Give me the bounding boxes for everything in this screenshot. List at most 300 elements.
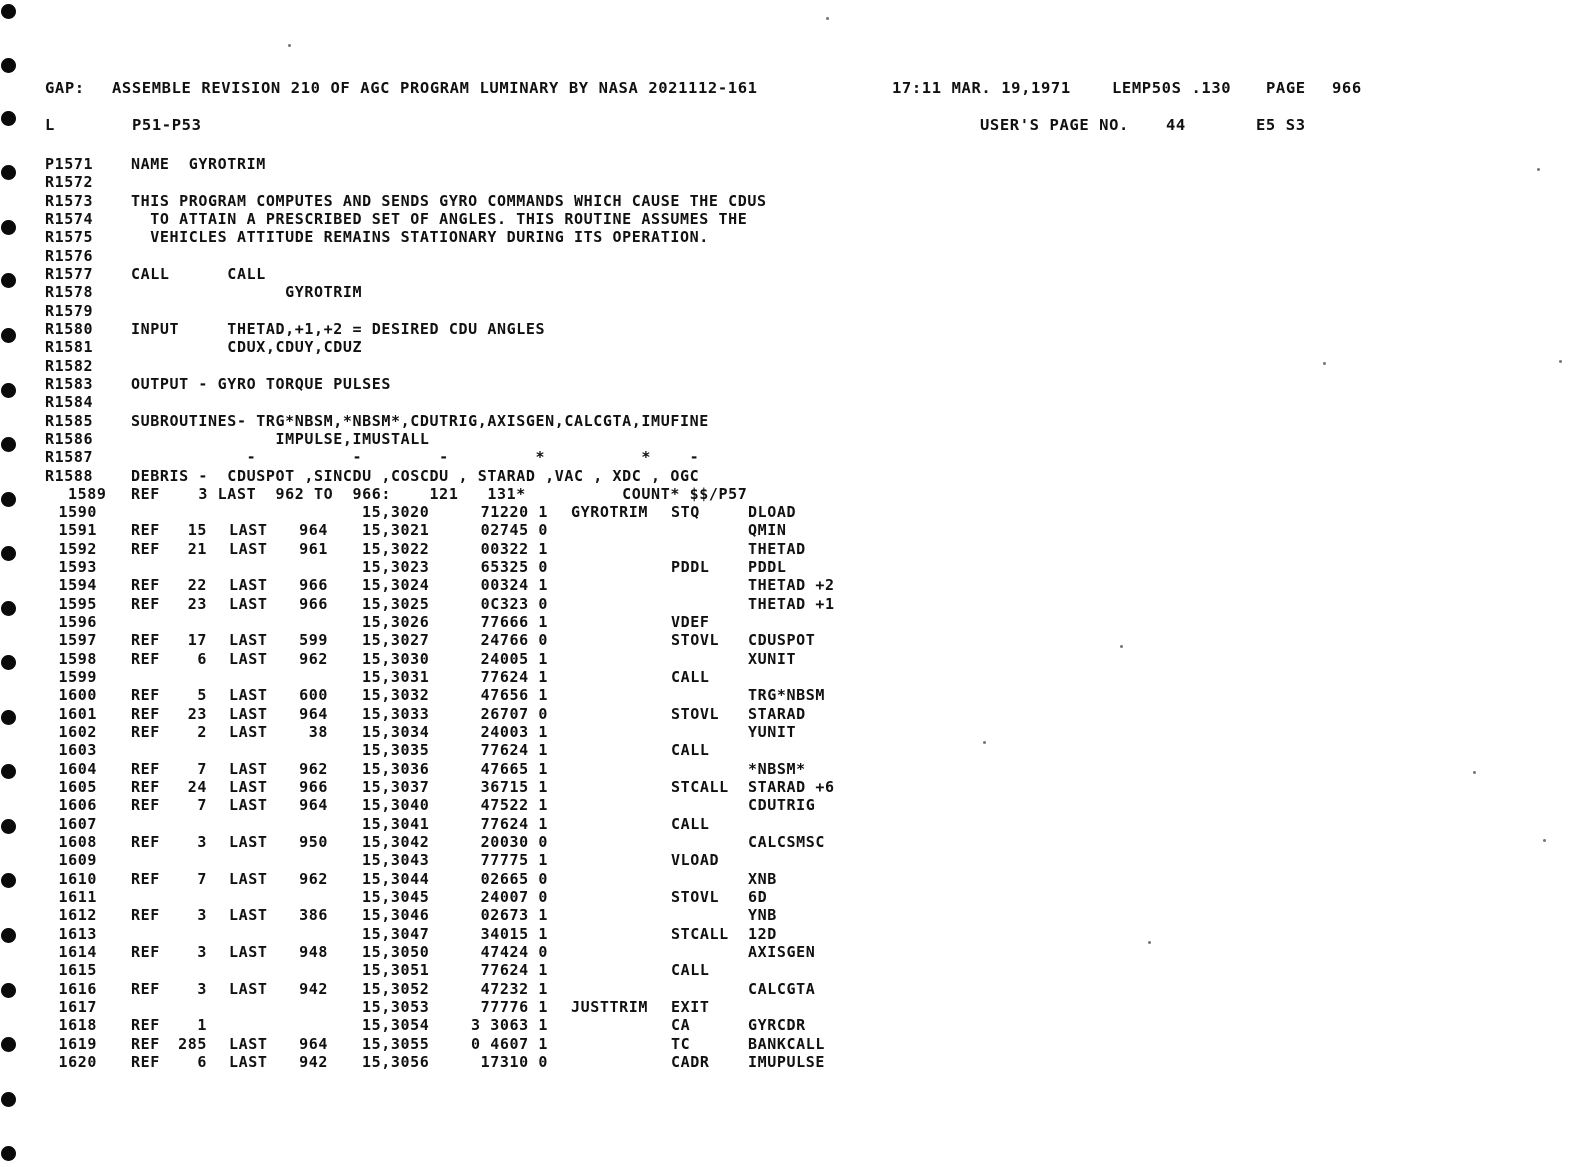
operand: YUNIT: [748, 722, 797, 741]
page-header: [0, 79, 1582, 97]
line-number: R1585: [45, 411, 94, 430]
ref-keyword: REF: [131, 539, 160, 558]
last-keyword: LAST: [229, 594, 268, 613]
code-line: [0, 1053, 1582, 1071]
last-keyword: LAST: [229, 796, 268, 815]
address: 15,3054: [362, 1016, 430, 1035]
octal-word: 77624 1: [480, 667, 548, 686]
line-number: 1602: [58, 722, 97, 741]
line-number: R1588: [45, 466, 94, 485]
ref-count: 3: [197, 906, 207, 925]
line-number: R1586: [45, 429, 94, 448]
program-tag: GAP:: [45, 79, 85, 97]
octal-word: 47232 1: [480, 979, 548, 998]
ref-text: REF 3 LAST 962 TO 966: 121 131* COUNT* $$/P57: [131, 485, 748, 503]
octal-word: 77624 1: [480, 741, 548, 760]
octal-word: 77666 1: [480, 612, 548, 631]
page-label: PAGE: [1266, 79, 1306, 97]
ref-count: 3: [197, 979, 207, 998]
remark-line: [0, 228, 1582, 246]
sprocket-hole: [1, 1092, 16, 1107]
last-page: 386: [299, 906, 328, 925]
code-line: [0, 650, 1582, 668]
address: 15,3025: [362, 594, 430, 613]
line-number: 1595: [58, 594, 97, 613]
line-number: R1584: [45, 393, 94, 412]
line-number: R1581: [45, 338, 94, 357]
address: 15,3033: [362, 704, 430, 723]
last-keyword: LAST: [229, 539, 268, 558]
code-line: [0, 980, 1582, 998]
line-number: 1620: [58, 1052, 97, 1071]
line-number: 1614: [58, 942, 97, 961]
opcode: STOVL: [671, 704, 720, 723]
octal-word: 24766 0: [480, 631, 548, 650]
remark-line: [0, 173, 1582, 191]
ref-keyword: REF: [131, 722, 160, 741]
line-number: 1611: [58, 887, 97, 906]
remark-line: [0, 467, 1582, 485]
remark-text: DEBRIS - CDUSPOT ,SINCDU ,COSCDU , STARAD ,VAC , XDC , OGC: [131, 466, 700, 485]
remark-line: [0, 155, 1582, 173]
address: 15,3053: [362, 997, 430, 1016]
ref-count: 24: [187, 777, 207, 796]
operand: AXISGEN: [748, 942, 816, 961]
octal-word: 3 3063 1: [470, 1016, 548, 1035]
last-page: 599: [299, 631, 328, 650]
last-page: 942: [299, 979, 328, 998]
last-page: 961: [299, 539, 328, 558]
code-line: [0, 1016, 1582, 1034]
octal-word: 34015 1: [480, 924, 548, 943]
octal-word: 02665 0: [480, 869, 548, 888]
opcode: STOVL: [671, 631, 720, 650]
line-number: 1599: [58, 667, 97, 686]
operand: TRG*NBSM: [748, 686, 826, 705]
line-number: R1587: [45, 448, 94, 467]
remark-text: - - - * * -: [131, 448, 700, 467]
address: 15,3042: [362, 832, 430, 851]
page-number: 966: [1332, 79, 1362, 97]
operand: THETAD +1: [748, 594, 835, 613]
code-line: [0, 888, 1582, 906]
address: 15,3020: [362, 503, 430, 521]
code-line: [0, 705, 1582, 723]
remark-line: [0, 302, 1582, 320]
ref-count: 7: [197, 796, 207, 815]
address: 15,3052: [362, 979, 430, 998]
octal-word: 02673 1: [480, 906, 548, 925]
last-page: 964: [299, 796, 328, 815]
address: 15,3044: [362, 869, 430, 888]
last-keyword: LAST: [229, 704, 268, 723]
line-number: 1605: [58, 777, 97, 796]
remark-text: NAME GYROTRIM: [131, 155, 266, 173]
line-number: 1600: [58, 686, 97, 705]
last-page: 966: [299, 576, 328, 595]
opcode: CALL: [671, 741, 710, 760]
code-line: [0, 1035, 1582, 1053]
address: 15,3055: [362, 1034, 430, 1053]
operand: BANKCALL: [748, 1034, 826, 1053]
operand: STARAD: [748, 704, 806, 723]
operand: CDUSPOT: [748, 631, 816, 650]
operand: THETAD: [748, 539, 806, 558]
ref-count: 21: [187, 539, 207, 558]
code-line: [0, 870, 1582, 888]
remark-line: [0, 283, 1582, 301]
last-keyword: LAST: [229, 576, 268, 595]
code-line: [0, 943, 1582, 961]
remark-text: CDUX,CDUY,CDUZ: [131, 338, 363, 357]
ref-keyword: REF: [131, 869, 160, 888]
ref-count: 6: [197, 649, 207, 668]
ref-keyword: REF: [131, 576, 160, 595]
symbol-label: GYROTRIM: [571, 503, 649, 521]
timestamp: 17:11 MAR. 19,1971: [892, 79, 1071, 97]
octal-word: 77776 1: [480, 997, 548, 1016]
last-keyword: LAST: [229, 1052, 268, 1071]
address: 15,3045: [362, 887, 430, 906]
address: 15,3031: [362, 667, 430, 686]
code-line: [0, 540, 1582, 558]
octal-word: 24005 1: [480, 649, 548, 668]
last-keyword: LAST: [229, 521, 268, 540]
last-page: 948: [299, 942, 328, 961]
ref-keyword: REF: [131, 631, 160, 650]
ref-count: 6: [197, 1052, 207, 1071]
code-line: [0, 998, 1582, 1016]
remark-line: [0, 357, 1582, 375]
ref-line: [0, 485, 1582, 503]
opcode: VDEF: [671, 612, 710, 631]
octal-word: 0 4607 1: [470, 1034, 548, 1053]
opcode: VLOAD: [671, 851, 720, 870]
paper-speck: [826, 17, 829, 20]
ref-keyword: REF: [131, 649, 160, 668]
remark-text: GYROTRIM: [131, 283, 363, 302]
address: 15,3037: [362, 777, 430, 796]
address: 15,3024: [362, 576, 430, 595]
last-page: 942: [299, 1052, 328, 1071]
octal-word: 65325 0: [480, 557, 548, 576]
line-number: R1572: [45, 173, 94, 192]
ref-keyword: REF: [131, 686, 160, 705]
last-keyword: LAST: [229, 832, 268, 851]
remark-text: IMPULSE,IMUSTALL: [131, 429, 430, 448]
code-line: [0, 613, 1582, 631]
code-line: [0, 503, 1582, 521]
ref-keyword: REF: [131, 759, 160, 778]
line-number: 1593: [58, 557, 97, 576]
last-keyword: LAST: [229, 777, 268, 796]
operand: THETAD +2: [748, 576, 835, 595]
code-line: [0, 760, 1582, 778]
line-number: 1604: [58, 759, 97, 778]
ref-keyword: REF: [131, 979, 160, 998]
sprocket-hole: [1, 58, 16, 73]
operand: GYRCDR: [748, 1016, 806, 1035]
last-keyword: LAST: [229, 906, 268, 925]
octal-word: 24007 0: [480, 887, 548, 906]
line-number: 1590: [58, 503, 97, 521]
symbol-label: JUSTTRIM: [571, 997, 649, 1016]
address: 15,3032: [362, 686, 430, 705]
line-number: 1606: [58, 796, 97, 815]
operand: YNB: [748, 906, 777, 925]
ref-keyword: REF: [131, 1016, 160, 1035]
type-code: L: [45, 116, 55, 134]
last-page: 964: [299, 704, 328, 723]
address: 15,3021: [362, 521, 430, 540]
code-line: [0, 833, 1582, 851]
code-line: [0, 723, 1582, 741]
line-number: R1574: [45, 209, 94, 228]
opcode: STOVL: [671, 887, 720, 906]
line-number: 1610: [58, 869, 97, 888]
opcode: STCALL: [671, 924, 729, 943]
octal-word: 77624 1: [480, 814, 548, 833]
code-line: [0, 906, 1582, 924]
operand: CDUTRIG: [748, 796, 816, 815]
opcode: PDDL: [671, 557, 710, 576]
remark-text: SUBROUTINES- TRG*NBSM,*NBSM*,CDUTRIG,AXISGEN,CALCGTA,IMUFINE: [131, 411, 709, 430]
line-number: R1582: [45, 356, 94, 375]
octal-word: 0C323 0: [480, 594, 548, 613]
ref-keyword: REF: [131, 1052, 160, 1071]
ref-count: 17: [187, 631, 207, 650]
line-number: R1576: [45, 246, 94, 265]
code-line: [0, 961, 1582, 979]
code-line: [0, 925, 1582, 943]
remark-text: CALL CALL: [131, 264, 266, 283]
ref-keyword: REF: [131, 521, 160, 540]
address: 15,3051: [362, 961, 430, 980]
users-page-label: USER'S PAGE NO.: [980, 116, 1129, 134]
octal-word: 17310 0: [480, 1052, 548, 1071]
address: 15,3046: [362, 906, 430, 925]
ref-count: 3: [197, 832, 207, 851]
opcode: CADR: [671, 1052, 710, 1071]
operand: XUNIT: [748, 649, 797, 668]
ref-count: 7: [197, 869, 207, 888]
ref-count: 285: [178, 1034, 207, 1053]
code-line: [0, 595, 1582, 613]
line-number: 1596: [58, 612, 97, 631]
line-number: R1575: [45, 228, 94, 247]
opcode: CA: [671, 1016, 691, 1035]
last-keyword: LAST: [229, 942, 268, 961]
ref-count: 3: [197, 942, 207, 961]
last-keyword: LAST: [229, 649, 268, 668]
last-page: 962: [299, 759, 328, 778]
opcode: STCALL: [671, 777, 729, 796]
address: 15,3030: [362, 649, 430, 668]
address: 15,3034: [362, 722, 430, 741]
ref-count: 23: [187, 704, 207, 723]
line-number: P1571: [45, 155, 94, 173]
opcode: CALL: [671, 814, 710, 833]
operand: 12D: [748, 924, 777, 943]
remark-text: VEHICLES ATTITUDE REMAINS STATIONARY DURING ITS OPERATION.: [131, 228, 709, 247]
remark-line: [0, 375, 1582, 393]
octal-word: 00322 1: [480, 539, 548, 558]
ref-count: 2: [197, 722, 207, 741]
line-number: 1612: [58, 906, 97, 925]
ref-count: 22: [187, 576, 207, 595]
line-number: 1589: [68, 485, 107, 503]
ref-count: 23: [187, 594, 207, 613]
remark-line: [0, 320, 1582, 338]
line-number: 1619: [58, 1034, 97, 1053]
address: 15,3022: [362, 539, 430, 558]
line-number: R1573: [45, 191, 94, 210]
remark-line: [0, 265, 1582, 283]
opcode: STQ: [671, 503, 700, 521]
octal-word: 24003 1: [480, 722, 548, 741]
ref-count: 7: [197, 759, 207, 778]
code-line: [0, 668, 1582, 686]
octal-word: 02745 0: [480, 521, 548, 540]
code-right: E5 S3: [1256, 116, 1306, 134]
last-page: 962: [299, 649, 328, 668]
remark-text: OUTPUT - GYRO TORQUE PULSES: [131, 374, 392, 393]
address: 15,3056: [362, 1052, 430, 1071]
address: 15,3026: [362, 612, 430, 631]
last-keyword: LAST: [229, 686, 268, 705]
opcode: CALL: [671, 961, 710, 980]
octal-word: 47522 1: [480, 796, 548, 815]
last-page: 950: [299, 832, 328, 851]
octal-word: 36715 1: [480, 777, 548, 796]
code-line: [0, 521, 1582, 539]
line-number: 1601: [58, 704, 97, 723]
line-number: 1618: [58, 1016, 97, 1035]
code-line: [0, 576, 1582, 594]
opcode: TC: [671, 1034, 691, 1053]
line-number: 1597: [58, 631, 97, 650]
last-page: 964: [299, 1034, 328, 1053]
last-page: 966: [299, 594, 328, 613]
users-page-number: 44: [1166, 116, 1186, 134]
paper-speck: [288, 44, 291, 47]
remark-line: [0, 448, 1582, 466]
code-line: [0, 796, 1582, 814]
line-number: R1578: [45, 283, 94, 302]
ref-count: 1: [197, 1016, 207, 1035]
last-page: 962: [299, 869, 328, 888]
last-keyword: LAST: [229, 722, 268, 741]
last-keyword: LAST: [229, 869, 268, 888]
ref-count: 15: [187, 521, 207, 540]
ref-keyword: REF: [131, 832, 160, 851]
ref-keyword: REF: [131, 1034, 160, 1053]
line-number: 1594: [58, 576, 97, 595]
line-number: 1603: [58, 741, 97, 760]
remark-text: THIS PROGRAM COMPUTES AND SENDS GYRO COMMANDS WHICH CAUSE THE CDUS: [131, 191, 767, 210]
address: 15,3047: [362, 924, 430, 943]
remark-line: [0, 430, 1582, 448]
last-page: 966: [299, 777, 328, 796]
code-line: [0, 815, 1582, 833]
address: 15,3027: [362, 631, 430, 650]
address: 15,3043: [362, 851, 430, 870]
last-keyword: LAST: [229, 979, 268, 998]
last-keyword: LAST: [229, 631, 268, 650]
octal-word: 20030 0: [480, 832, 548, 851]
operand: QMIN: [748, 521, 787, 540]
line-number: R1577: [45, 264, 94, 283]
line-number: 1591: [58, 521, 97, 540]
operand: STARAD +6: [748, 777, 835, 796]
code-line: [0, 686, 1582, 704]
octal-word: 71220 1: [480, 503, 548, 521]
code-line: [0, 558, 1582, 576]
operand: *NBSM*: [748, 759, 806, 778]
remark-line: [0, 210, 1582, 228]
line-number: 1592: [58, 539, 97, 558]
section-name: P51-P53: [132, 116, 202, 134]
operand: 6D: [748, 887, 768, 906]
address: 15,3040: [362, 796, 430, 815]
last-keyword: LAST: [229, 759, 268, 778]
ref-count: 5: [197, 686, 207, 705]
last-page: 600: [299, 686, 328, 705]
page-subheader: [0, 116, 1582, 134]
remark-text: INPUT THETAD,+1,+2 = DESIRED CDU ANGLES: [131, 319, 546, 338]
address: 15,3023: [362, 557, 430, 576]
octal-word: 47424 0: [480, 942, 548, 961]
line-number: 1607: [58, 814, 97, 833]
last-page: 964: [299, 521, 328, 540]
opcode: CALL: [671, 667, 710, 686]
code-line: [0, 631, 1582, 649]
address: 15,3041: [362, 814, 430, 833]
operand: PDDL: [748, 557, 787, 576]
octal-word: 47665 1: [480, 759, 548, 778]
line-number: 1616: [58, 979, 97, 998]
operand: IMUPULSE: [748, 1052, 826, 1071]
octal-word: 77775 1: [480, 851, 548, 870]
operand: CALCGTA: [748, 979, 816, 998]
remark-line: [0, 412, 1582, 430]
code-line: [0, 851, 1582, 869]
line-number: 1598: [58, 649, 97, 668]
address: 15,3035: [362, 741, 430, 760]
octal-word: 47656 1: [480, 686, 548, 705]
remark-text: TO ATTAIN A PRESCRIBED SET OF ANGLES. THIS ROUTINE ASSUMES THE: [131, 209, 748, 228]
remark-line: [0, 338, 1582, 356]
operand: CALCSMSC: [748, 832, 826, 851]
ref-keyword: REF: [131, 594, 160, 613]
sprocket-hole: [1, 1146, 16, 1161]
line-number: 1617: [58, 997, 97, 1016]
line-number: 1609: [58, 851, 97, 870]
address: 15,3050: [362, 942, 430, 961]
line-number: R1583: [45, 374, 94, 393]
remark-line: [0, 192, 1582, 210]
address: 15,3036: [362, 759, 430, 778]
remark-line: [0, 393, 1582, 411]
last-page: 38: [308, 722, 328, 741]
operand: DLOAD: [748, 503, 797, 521]
code-line: [0, 778, 1582, 796]
line-number: 1615: [58, 961, 97, 980]
sprocket-hole: [1, 4, 16, 19]
ref-keyword: REF: [131, 942, 160, 961]
line-number: 1613: [58, 924, 97, 943]
opcode: EXIT: [671, 997, 710, 1016]
